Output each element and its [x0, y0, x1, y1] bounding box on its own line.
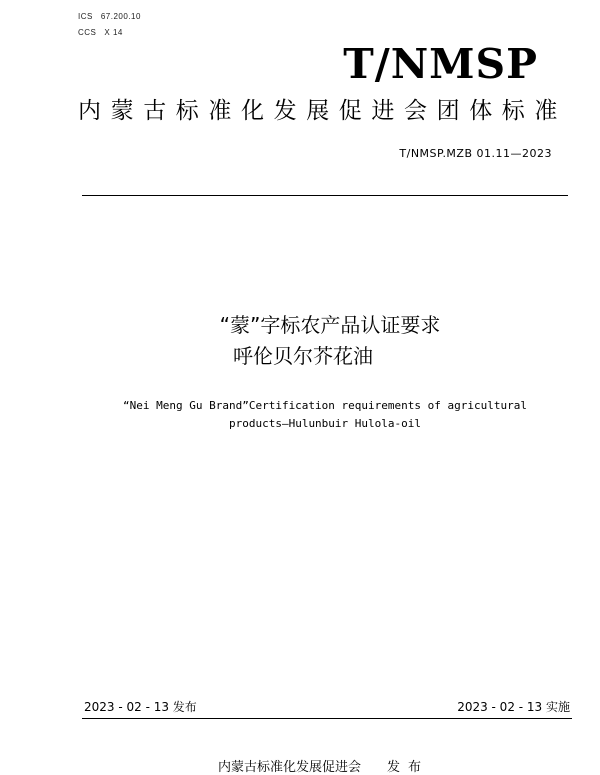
- chinese-title: [0, 310, 600, 372]
- issue-date: 2023 - 02 - 13 发布: [84, 700, 197, 714]
- footer-divider: [82, 718, 572, 719]
- ccs-value: X 14: [104, 28, 123, 37]
- standard-code: T/NMSP: [343, 40, 538, 88]
- ics-label: ICS: [78, 12, 93, 21]
- publisher-name: 内蒙古标准化发展促进会: [218, 760, 362, 775]
- header-divider: [82, 195, 568, 196]
- english-title: [0, 397, 600, 433]
- ics-code: [78, 12, 141, 21]
- publish-action: 发布: [387, 760, 430, 775]
- implement-date: 2023 - 02 - 13 实施: [457, 700, 570, 714]
- ccs-label: CCS: [78, 28, 97, 37]
- organization-title: 内蒙古标准化发展促进会团体标准: [78, 98, 567, 124]
- chinese-title-line2: 呼伦贝尔芥花油: [233, 344, 373, 368]
- english-title-line1: “Nei Meng Gu Brand”Certification requirements of agricultural: [123, 399, 527, 412]
- ccs-code: [78, 28, 123, 37]
- standard-number: T/NMSP.MZB 01.11—2023: [399, 147, 552, 160]
- english-title-line2: products—Hulunbuir Hulola-oil: [228, 417, 422, 430]
- chinese-title-line1: “蒙”字标农产品认证要求: [219, 313, 441, 337]
- publisher-line: [218, 756, 429, 775]
- ics-value: 67.200.10: [100, 12, 141, 21]
